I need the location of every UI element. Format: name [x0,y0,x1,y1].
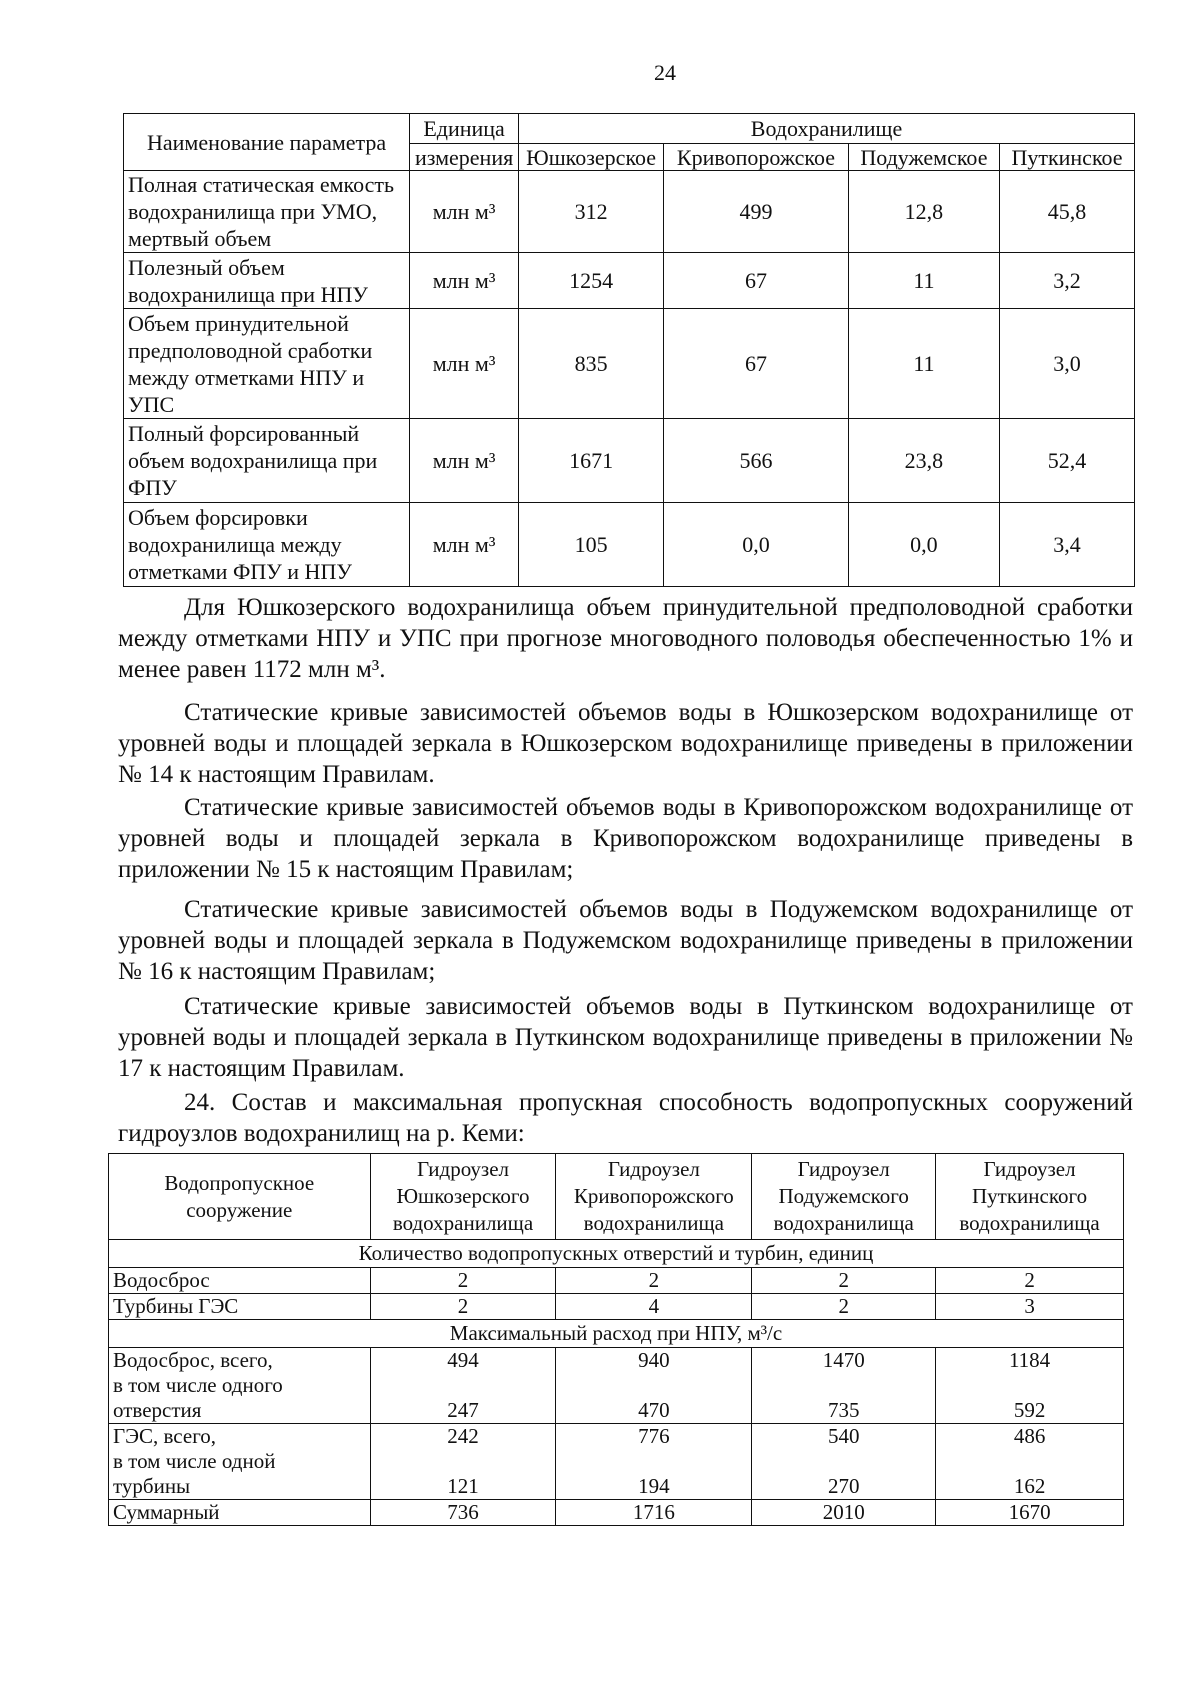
col-header: Гидроузел Кривопорожского водохранилища [556,1154,752,1240]
paragraph-text: 24. Состав и максимальная пропускная способность водопропускных сооружений гидроузлов водохранилищ на р. Кеми: [118,1089,1133,1147]
value-cell: 835 [519,309,664,419]
value-cell: 1671 [519,419,664,503]
col-header: Гидроузел Путкинского водохранилища [936,1154,1124,1240]
row-label: Турбины ГЭС [109,1294,371,1320]
value-cell: 0,0 [664,503,849,587]
page-number: 24 [654,60,676,85]
paragraph [118,792,1133,885]
value-cell: 4 [556,1294,752,1320]
value-cell [752,1348,936,1424]
total-value: 242 [447,1424,479,1448]
row-label [109,1348,371,1424]
row-label-line: ГЭС, всего, [113,1424,217,1448]
paragraph [118,991,1133,1084]
value-cell: 736 [370,1500,556,1526]
table-row [109,1424,1124,1500]
structure-header: Водопропускное сооружение [109,1154,371,1240]
paragraph-text: Статические кривые зависимостей объемов воды в Путкинском водохранилище от уровней воды и площадей зеркала в Путкинском водохранилище приведены в приложении № 17 к настоящим Правилам. [118,993,1133,1082]
value-cell: 3,4 [1000,503,1135,587]
col-header: Подужемское [848,144,999,171]
col-header: Юшкозерское [519,144,664,171]
value-cell: 11 [848,253,999,309]
value-cell: 2 [752,1268,936,1294]
paragraph-text: Статические кривые зависимостей объемов воды в Юшкозерском водохранилище от уровней воды и площадей зеркала в Юшкозерском водохранилище приведены в приложении № 14 к настоящим Правилам. [118,699,1133,788]
value-cell: 67 [664,309,849,419]
row-label [109,1424,371,1500]
row-label: Полезный объем водохранилища при НПУ [124,253,410,309]
value-cell [936,1424,1124,1500]
paragraph-text: Для Юшкозерского водохранилища объем принудительной предполоводной сработки между отметками НПУ и УПС при прогнозе многоводного половодья обеспеченностью 1% и менее равен 1172 млн м³. [118,594,1133,683]
each-value: 162 [1013,1474,1046,1498]
table-row [124,419,1135,503]
value-cell: 67 [664,253,849,309]
value-cell: 11 [848,309,999,419]
unit-header-bottom: измерения [410,144,519,171]
value-cell: 2 [370,1268,556,1294]
section-header: Количество водопропускных отверстий и турбин, единиц [109,1240,1124,1268]
row-label: Суммарный [109,1500,371,1526]
value-cell: 1254 [519,253,664,309]
unit-cell: млн м³ [410,253,519,309]
unit-cell: млн м³ [410,419,519,503]
unit-cell: млн м³ [410,171,519,253]
value-cell: 499 [664,171,849,253]
table-row [109,1294,1124,1320]
value-cell: 1670 [936,1500,1124,1526]
col-header: Путкинское [1000,144,1135,171]
value-cell: 2010 [752,1500,936,1526]
spillway-capacity-table [108,1153,1124,1526]
table-row [109,1268,1124,1294]
col-header: Кривопорожское [664,144,849,171]
value-cell: 23,8 [848,419,999,503]
each-value: 121 [447,1474,479,1498]
reservoir-parameters-table [123,113,1135,587]
value-cell: 45,8 [1000,171,1135,253]
paragraph-text: Статические кривые зависимостей объемов воды в Подужемском водохранилище от уровней воды и площадей зеркала в Подужемском водохранилище приведены в приложении № 16 к настоящим Правилам; [118,896,1133,985]
unit-cell: млн м³ [410,503,519,587]
row-label-line: турбины [113,1474,191,1498]
param-header: Наименование параметра [124,114,410,171]
value-cell: 566 [664,419,849,503]
total-value: 776 [638,1424,670,1448]
paragraph [118,1087,1133,1149]
value-cell: 3 [936,1294,1124,1320]
total-value: 940 [638,1348,670,1372]
unit-header-top: Единица [410,114,519,144]
value-cell: 105 [519,503,664,587]
row-label-line: Водосброс, всего, [113,1348,273,1372]
paragraph [118,894,1133,987]
value-cell [556,1424,752,1500]
row-label: Водосброс [109,1268,371,1294]
table-row [124,253,1135,309]
value-cell [370,1348,556,1424]
value-cell [556,1348,752,1424]
total-value: 486 [1013,1424,1046,1448]
paragraph-text: Статические кривые зависимостей объемов воды в Кривопорожском водохранилище от уровней воды и площадей зеркала в Кривопорожском водохранилище приведены в приложении № 15 к настоящим Правилам; [118,794,1133,883]
row-label-line: в том числе одного [113,1373,283,1397]
value-cell: 0,0 [848,503,999,587]
value-cell [370,1424,556,1500]
value-cell: 1716 [556,1500,752,1526]
table-row [124,309,1135,419]
section-header: Максимальный расход при НПУ, м³/с [109,1320,1124,1348]
each-value: 247 [447,1398,479,1422]
row-label-line: отверстия [113,1398,202,1422]
value-cell [936,1348,1124,1424]
row-label: Полный форсированный объем водохранилища при ФПУ [124,419,410,503]
value-cell: 2 [752,1294,936,1320]
value-cell: 2 [936,1268,1124,1294]
value-cell: 2 [370,1294,556,1320]
col-header: Гидроузел Юшкозерского водохранилища [370,1154,556,1240]
row-label: Полная статическая емкость водохранилища при УМО, мертвый объем [124,171,410,253]
table-row [109,1348,1124,1424]
unit-cell: млн м³ [410,309,519,419]
each-value: 592 [1013,1398,1046,1422]
each-value: 470 [638,1398,670,1422]
total-value: 1470 [822,1348,865,1372]
table-row [109,1500,1124,1526]
total-value: 494 [447,1348,479,1372]
value-cell: 312 [519,171,664,253]
paragraph [118,592,1133,685]
col-header: Гидроузел Подужемского водохранилища [752,1154,936,1240]
reservoir-group-header: Водохранилище [519,114,1135,144]
each-value: 270 [827,1474,860,1498]
row-label: Объем принудительной предполоводной сработки между отметками НПУ и УПС [124,309,410,419]
table-row [124,503,1135,587]
paragraph [118,697,1133,790]
table-row [124,171,1135,253]
row-label: Объем форсировки водохранилища между отметками ФПУ и НПУ [124,503,410,587]
value-cell: 3,0 [1000,309,1135,419]
value-cell [752,1424,936,1500]
value-cell: 2 [556,1268,752,1294]
row-label-line: в том числе одной [113,1449,276,1473]
value-cell: 52,4 [1000,419,1135,503]
total-value: 540 [827,1424,860,1448]
each-value: 194 [638,1474,670,1498]
each-value: 735 [827,1398,860,1422]
value-cell: 12,8 [848,171,999,253]
total-value: 1184 [1008,1348,1051,1372]
value-cell: 3,2 [1000,253,1135,309]
